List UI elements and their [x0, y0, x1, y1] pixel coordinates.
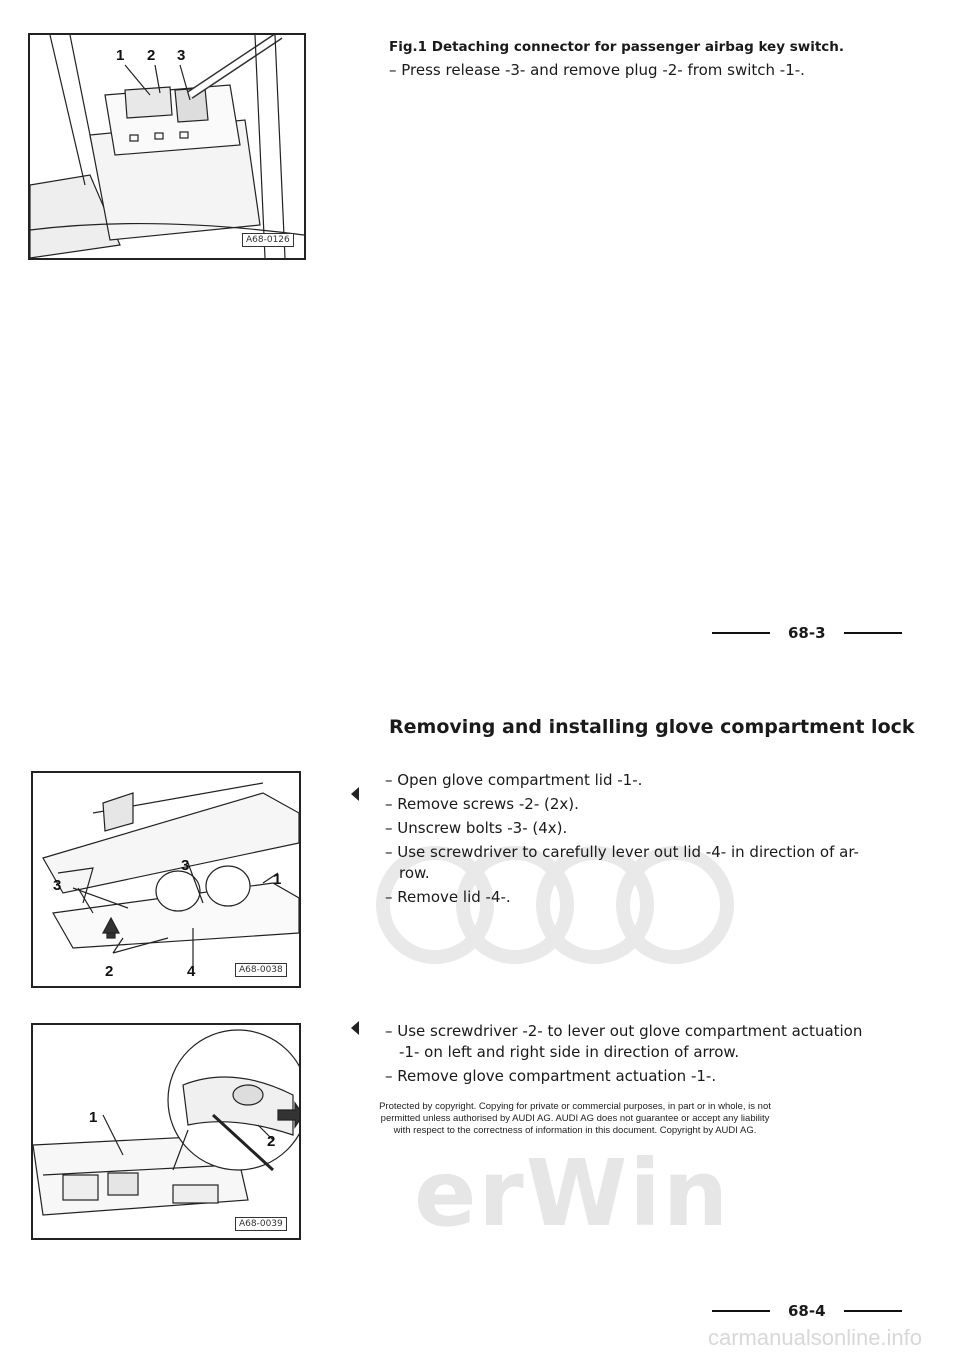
figure-1-image: [28, 33, 306, 260]
step-item: – Use screwdriver to carefully lever out lid -4- in direction of ar-row.: [385, 843, 859, 882]
step-item: – Remove screws -2- (2x).: [385, 795, 579, 813]
erwin-watermark: erWin: [414, 1140, 731, 1247]
step-item: – Remove lid -4-.: [385, 888, 511, 906]
figure-3-steps: [385, 1021, 870, 1090]
figure-3-image: [31, 1023, 301, 1240]
callout-1: 1: [116, 47, 125, 64]
page-number-footer: [712, 624, 902, 642]
footer-rule-left: [712, 1310, 770, 1312]
copyright-notice: [340, 1101, 810, 1137]
copyright-line: permitted unless authorised by AUDI AG. AUDI AG does not guarantee or accept any liability: [380, 1113, 770, 1124]
figure-code: A68-0126: [242, 233, 294, 247]
section-heading: Removing and installing glove compartment lock: [389, 716, 915, 738]
callout-4: 4: [187, 963, 196, 980]
figure-1-caption: Fig.1 Detaching connector for passenger airbag key switch.: [389, 39, 845, 55]
site-watermark: carmanualsonline.info: [708, 1325, 923, 1350]
step-item: – Unscrew bolts -3- (4x).: [385, 819, 568, 837]
figure-3-pointer-icon: [351, 1021, 359, 1035]
copyright-line: with respect to the correctness of information in this document. Copyright by AUDI AG.: [393, 1125, 757, 1136]
glove-compartment-lid-illustration: [33, 773, 299, 986]
callout-3: 3: [177, 47, 186, 64]
figure-2-steps: [385, 770, 870, 911]
callout-1: 1: [273, 871, 282, 888]
step-item: – Use screwdriver -2- to lever out glove compartment actuation -1- on left and right side in direction of arrow.: [385, 1022, 863, 1061]
footer-rule-right: [844, 632, 902, 634]
step-item: – Open glove compartment lid -1-.: [385, 771, 643, 789]
airbag-switch-illustration: [30, 35, 304, 258]
callout-2: 2: [105, 963, 114, 980]
figure-code: A68-0039: [235, 1217, 287, 1231]
callout-1: 1: [89, 1109, 98, 1126]
figure-2-image: [31, 771, 301, 988]
glove-compartment-actuation-illustration: [33, 1025, 299, 1238]
figure-2-pointer-icon: [351, 787, 359, 801]
page-number-footer: [712, 1302, 902, 1320]
footer-rule-right: [844, 1310, 902, 1312]
callout-2: 2: [147, 47, 156, 64]
figure-code: A68-0038: [235, 963, 287, 977]
step-item: – Remove glove compartment actuation -1-.: [385, 1067, 717, 1085]
footer-rule-left: [712, 632, 770, 634]
page-number: 68-3: [788, 624, 826, 642]
page-number: 68-4: [788, 1302, 826, 1320]
callout-3-left: 3: [53, 877, 62, 894]
copyright-line: Protected by copyright. Copying for private or commercial purposes, in part or in whole, is not: [379, 1101, 771, 1112]
callout-3-center: 3: [181, 857, 190, 874]
callout-2: 2: [267, 1133, 276, 1150]
figure-1-step: – Press release -3- and remove plug -2- from switch -1-.: [389, 61, 805, 79]
